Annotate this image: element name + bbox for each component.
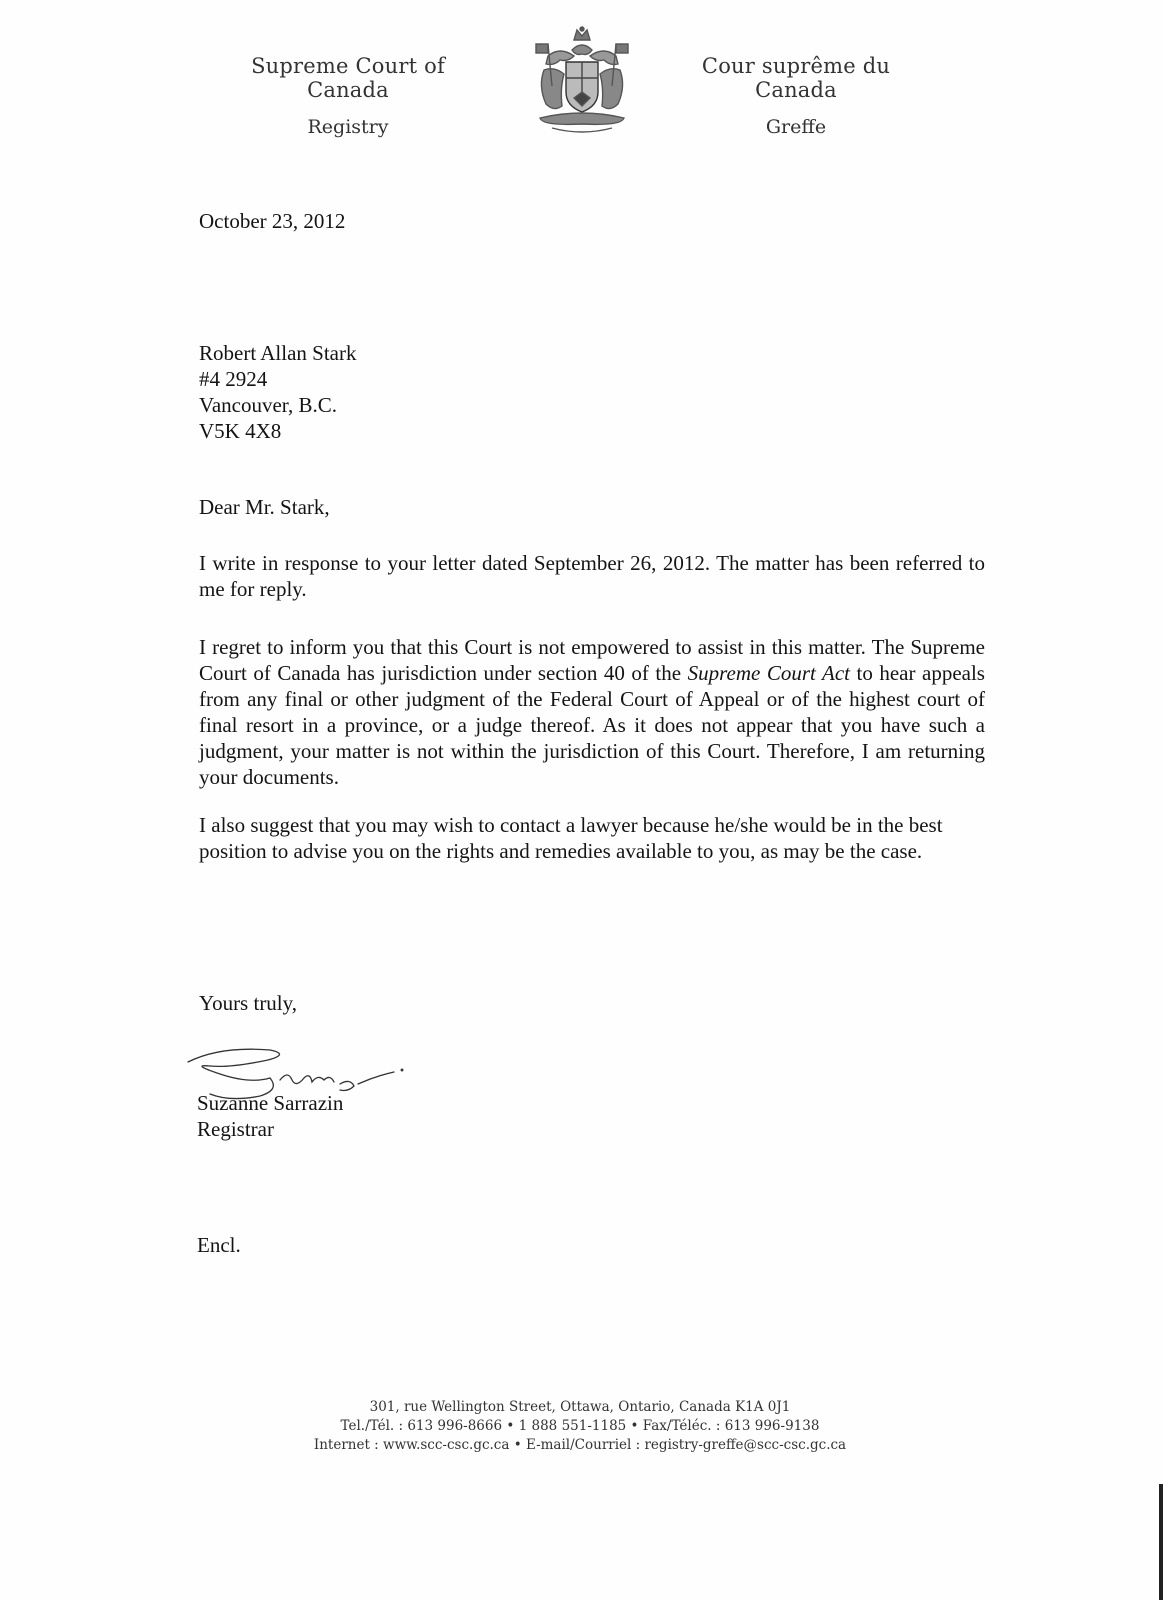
letterhead-english-title: Supreme Court of Canada bbox=[251, 54, 445, 102]
recipient-line2: #4 2924 bbox=[199, 367, 268, 391]
paragraph-3: I also suggest that you may wish to contact a lawyer because he/she would be in the best position to advise you on the rights and remedies available to you, as may be the case. bbox=[199, 813, 943, 863]
footer-address: 301, rue Wellington Street, Ottawa, Ontario, Canada K1A 0J1 bbox=[369, 1399, 791, 1415]
signatory-title: Registrar bbox=[197, 1117, 274, 1141]
paragraph-2-before: I regret to inform you that this Court is not empowered to assist in this matter. The Supreme Court of Canada has jurisdiction under section 40 of the bbox=[199, 635, 985, 685]
letterhead-french-title: Cour suprême du Canada bbox=[701, 54, 891, 102]
recipient-name: Robert Allan Stark bbox=[199, 341, 357, 365]
enclosure-note: Encl. bbox=[197, 1233, 241, 1257]
letterhead-french bbox=[660, 54, 932, 138]
salutation: Dear Mr. Stark, bbox=[199, 495, 330, 519]
letterhead-english bbox=[212, 54, 484, 138]
signatory-name: Suzanne Sarrazin bbox=[197, 1091, 344, 1115]
footer-internet: Internet : www.scc-csc.gc.ca • E-mail/Courriel : registry-greffe@scc-csc.gc.ca bbox=[313, 1437, 847, 1453]
closing: Yours truly, bbox=[199, 991, 298, 1015]
paragraph-2 bbox=[199, 634, 985, 790]
paragraph-2-after: to hear appeals from any final or other judgment of the Federal Court of Appeal or of the highest court of final resort in a province, or a judge thereof. As it does not appear that you have such a judgment, your matter is not within the jurisdiction of this Court. Therefore, I am returning your documents. bbox=[199, 661, 985, 789]
recipient-postal: V5K 4X8 bbox=[199, 419, 282, 443]
act-name: Supreme Court Act bbox=[687, 661, 850, 685]
recipient-address bbox=[199, 340, 985, 444]
scan-edge-mark bbox=[1159, 1484, 1163, 1600]
footer-phones: Tel./Tél. : 613 996-8666 • 1 888 551-1185 • Fax/Téléc. : 613 996-9138 bbox=[340, 1418, 820, 1434]
letterhead-french-subtitle: Greffe bbox=[765, 116, 827, 138]
coat-of-arms-icon bbox=[530, 26, 634, 138]
footer-contact bbox=[250, 1398, 910, 1455]
recipient-city: Vancouver, B.C. bbox=[199, 393, 337, 417]
paragraph-1: I write in response to your letter dated September 26, 2012. The matter has been referred to me for reply. bbox=[199, 551, 985, 601]
letterhead-english-subtitle: Registry bbox=[307, 116, 389, 138]
letter-date: October 23, 2012 bbox=[199, 209, 346, 233]
